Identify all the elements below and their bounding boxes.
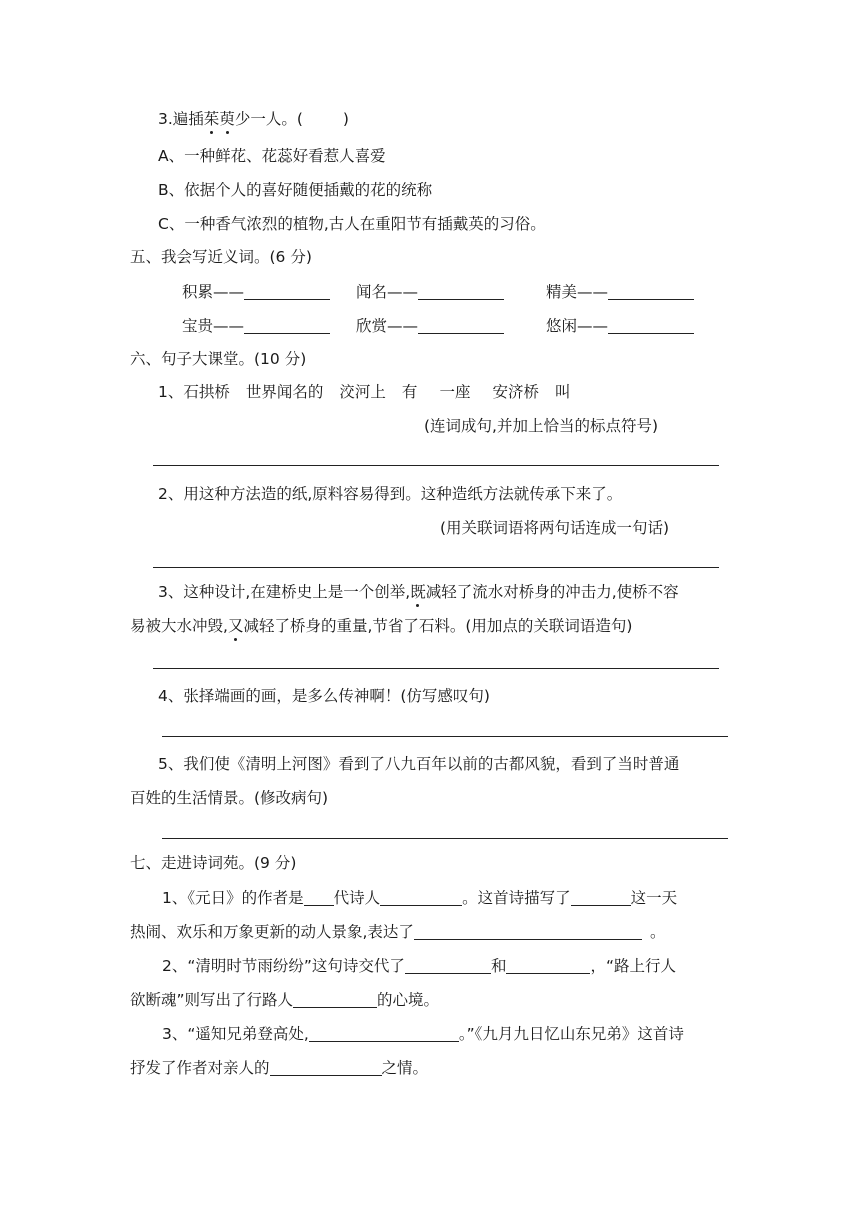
answer-line[interactable] (153, 668, 719, 669)
section-5-title: 五、我会写近义词。(6 分) (130, 248, 312, 266)
sentence-3-line-2: 易被大水冲毁,又减轻了桥身的重量,节省了石料。(用加点的关联词语造句) (130, 617, 633, 635)
poem-1-line-1: 1、《元日》的作者是 代诗人 。这首诗描写了 这一天 (162, 889, 678, 907)
answer-blank[interactable] (506, 957, 590, 974)
option-b: B、依据个人的喜好随便插戴的花的统称 (158, 181, 433, 199)
emphasis-dot-char: 萸 (219, 110, 235, 128)
synonym-item: 精美—— (546, 282, 694, 302)
emphasis-dot-char: 又 (227, 617, 244, 635)
option-c: C、一种香气浓烈的植物,古人在重阳节有插戴英的习俗。 (158, 215, 546, 233)
answer-blank[interactable] (293, 991, 377, 1008)
answer-blank[interactable] (304, 889, 334, 906)
synonym-item: 欣赏—— (356, 316, 504, 336)
option-a: A、一种鲜花、花蕊好看惹人喜爱 (158, 147, 386, 165)
answer-blank[interactable] (608, 317, 694, 334)
answer-blank[interactable] (380, 889, 462, 906)
sentence-1-hint: (连词成句,并加上恰当的标点符号) (424, 417, 659, 435)
answer-blank[interactable] (244, 317, 330, 334)
answer-line[interactable] (153, 465, 719, 466)
answer-line[interactable] (162, 736, 728, 737)
sentence-3-line-1: 3、这种设计,在建桥史上是一个创举,既减轻了流水对桥身的冲击力,使桥不容 (158, 583, 679, 601)
synonym-item: 宝贵—— (182, 316, 330, 336)
poem-3-line-1: 3、“遥知兄弟登高处, 。”《九月九日忆山东兄弟》这首诗 (162, 1025, 684, 1043)
poem-2-line-1: 2、“清明时节雨纷纷”这句诗交代了 和 ，“路上行人 (162, 957, 676, 975)
emphasis-dot-char: 既 (410, 583, 426, 601)
sentence-2-hint: (用关联词语将两句话连成一句话) (440, 519, 670, 537)
section-6-title: 六、句子大课堂。(10 分) (130, 350, 307, 368)
answer-blank[interactable] (405, 957, 491, 974)
answer-blank[interactable] (244, 283, 330, 300)
answer-blank[interactable] (414, 923, 642, 940)
answer-line[interactable] (162, 838, 728, 839)
poem-1-line-2: 热闹、欢乐和万象更新的动人景象,表达了 。 (130, 923, 666, 941)
emphasis-dot-char: 茱 (203, 110, 220, 128)
poem-2-line-2: 欲断魂”则写出了行路人 的心境。 (130, 991, 440, 1009)
synonym-item: 悠闲—— (546, 316, 694, 336)
sentence-1-words: 1、石拱桥 世界闻名的 洨河上 有 一座 安济桥 叫 (158, 383, 571, 401)
answer-blank[interactable] (418, 317, 504, 334)
sentence-5-line-1: 5、我们使《清明上河图》看到了八九百年以前的古都风貌，看到了当时普通 (158, 755, 680, 773)
poem-3-line-2: 抒发了作者对亲人的 之情。 (130, 1059, 429, 1077)
sentence-4-text: 4、张择端画的画，是多么传神啊！(仿写感叹句) (158, 687, 490, 705)
answer-blank[interactable] (608, 283, 694, 300)
synonym-item: 积累—— (182, 282, 330, 302)
answer-blank[interactable] (309, 1025, 459, 1042)
answer-blank[interactable] (571, 889, 631, 906)
sentence-2-text: 2、用这种方法造的纸,原料容易得到。这种造纸方法就传承下来了。 (158, 485, 623, 503)
section-7-title: 七、走进诗词苑。(9 分) (130, 854, 297, 872)
answer-blank[interactable] (270, 1059, 382, 1076)
question-3-stem: 3.遍插茱萸少一人。( ) (158, 110, 349, 128)
synonym-item: 闻名—— (356, 282, 504, 302)
answer-line[interactable] (153, 567, 719, 568)
answer-blank[interactable] (418, 283, 504, 300)
sentence-5-line-2: 百姓的生活情景。(修改病句) (130, 789, 329, 807)
